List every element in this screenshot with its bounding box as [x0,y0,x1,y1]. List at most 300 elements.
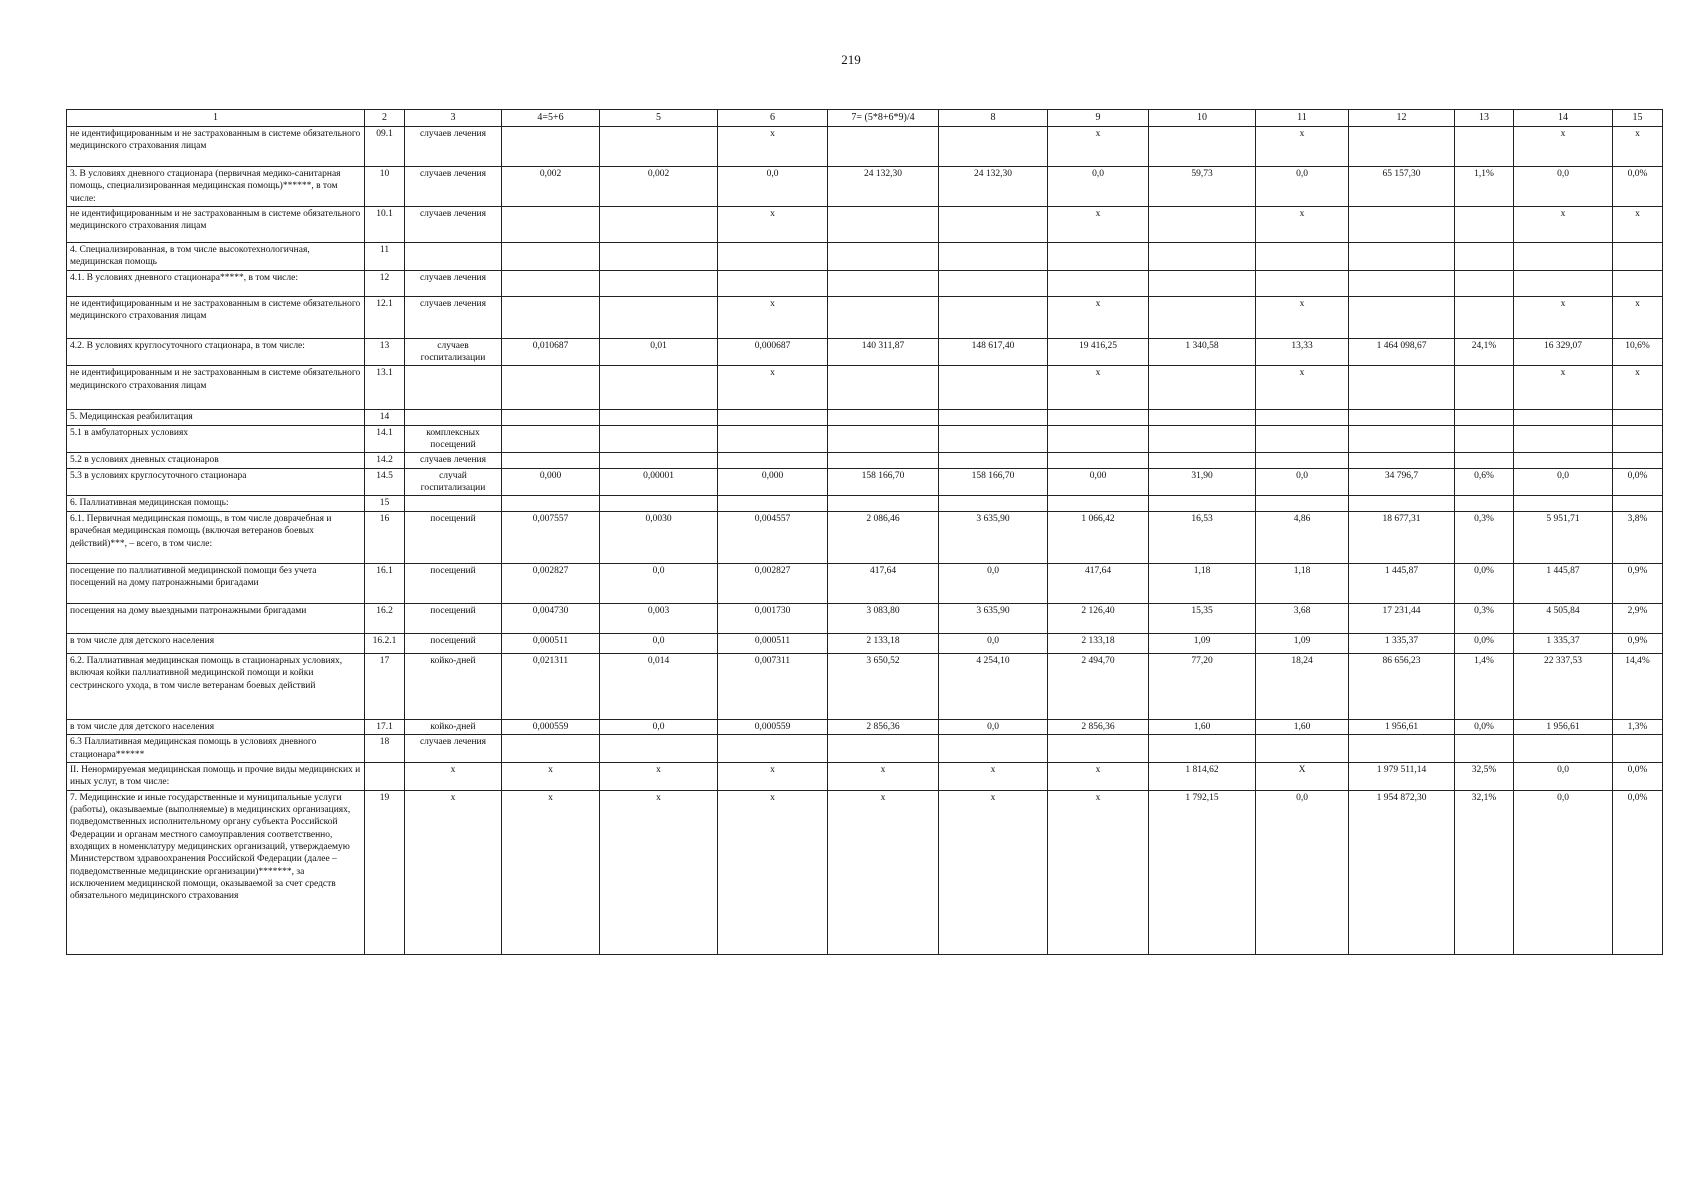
table-cell [600,496,718,511]
table-cell: 0,0 [939,719,1048,734]
table-cell: х [718,790,828,954]
column-header: 10 [1149,110,1256,127]
table-cell: х [502,790,600,954]
row-label-cell: 3. В условиях дневного стационара (первичная медико-санитарная помощь, специализированная медицинская помощь)******, в том числе: [67,167,365,207]
row-code-cell: 14.5 [365,468,405,496]
table-cell [1455,270,1514,296]
table-cell: 0,014 [600,653,718,719]
table-cell [1455,243,1514,271]
table-row [67,127,1663,167]
table-cell [502,127,600,167]
column-header: 11 [1256,110,1349,127]
table-cell: 24 132,30 [828,167,939,207]
table-cell: 13,33 [1256,338,1349,366]
table-cell [1613,496,1663,511]
row-code-cell: 14 [365,410,405,425]
table-cell [1256,496,1349,511]
table-cell: 1,09 [1149,633,1256,653]
table-cell [1613,425,1663,453]
table-cell: 0,0% [1613,167,1663,207]
table-cell [939,496,1048,511]
table-cell [502,425,600,453]
row-code-cell: 10.1 [365,207,405,243]
table-cell: 0,01 [600,338,718,366]
table-cell: 0,0 [1514,790,1613,954]
table-cell: 0,002 [600,167,718,207]
table-cell [1514,425,1613,453]
table-cell [502,453,600,468]
table-cell [502,496,600,511]
table-cell: случай госпитализации [405,468,502,496]
table-row [67,366,1663,410]
table-cell [502,410,600,425]
table-cell: 0,0 [939,563,1048,603]
table-cell: х [939,762,1048,790]
table-cell: 0,000559 [718,719,828,734]
table-cell [1455,453,1514,468]
table-cell [405,243,502,271]
table-cell: 1,1% [1455,167,1514,207]
table-cell [502,207,600,243]
table-row [67,511,1663,563]
table-cell: 32,1% [1455,790,1514,954]
table-cell [1256,735,1349,763]
table-cell [600,270,718,296]
table-cell: х [1613,127,1663,167]
table-cell: 3 650,52 [828,653,939,719]
table-cell [1455,366,1514,410]
row-code-cell: 12.1 [365,296,405,338]
table-row [67,338,1663,366]
table-cell: 0,3% [1455,511,1514,563]
table-cell [718,425,828,453]
table-cell [1048,496,1149,511]
row-label-cell: II. Ненормируемая медицинская помощь и прочие виды медицинских и иных услуг, в том числе: [67,762,365,790]
table-cell: 1 335,37 [1349,633,1455,653]
table-cell [939,207,1048,243]
row-code-cell: 13 [365,338,405,366]
table-cell: 1 464 098,67 [1349,338,1455,366]
table-cell [718,243,828,271]
table-cell: 24,1% [1455,338,1514,366]
column-header: 3 [405,110,502,127]
table-cell: 2,9% [1613,603,1663,633]
table-cell: х [1514,366,1613,410]
table-cell: х [1514,127,1613,167]
table-cell: 3 635,90 [939,603,1048,633]
table-cell: х [1514,296,1613,338]
row-label-cell: 6.1. Первичная медицинская помощь, в том числе доврачебная и врачебная медицинская помощь (включая ветеранов боевых действий)***, – всего, в том числе: [67,511,365,563]
table-cell [1149,735,1256,763]
table-cell: 0,0 [1256,790,1349,954]
row-label-cell: 6.2. Паллиативная медицинская помощь в стационарных условиях, включая койки паллиативной медицинской помощи и койки сестринского ухода, в том числе ветеранам боевых действий [67,653,365,719]
table-cell: 4,86 [1256,511,1349,563]
table-cell [1256,270,1349,296]
table-cell [828,453,939,468]
row-label-cell: 4.2. В условиях круглосуточного стационара, в том числе: [67,338,365,366]
table-cell: 0,002827 [502,563,600,603]
table-cell: 0,00 [1048,468,1149,496]
table-cell [939,270,1048,296]
table-cell [1048,243,1149,271]
table-cell: 17 231,44 [1349,603,1455,633]
table-cell: 2 494,70 [1048,653,1149,719]
table-cell [1349,127,1455,167]
table-cell: 0,021311 [502,653,600,719]
table-cell [828,410,939,425]
column-header: 12 [1349,110,1455,127]
table-cell: х [1256,296,1349,338]
row-label-cell: 6. Паллиативная медицинская помощь: [67,496,365,511]
table-cell: случаев лечения [405,127,502,167]
table-cell [828,207,939,243]
row-code-cell: 15 [365,496,405,511]
row-label-cell: 7. Медицинские и иные государственные и муниципальные услуги (работы), оказываемые (выполняемые) в медицинских организациях, подведомственных исполнительному органу субъекта Российской Федерации и органам местного самоуправления соответственно, входящих в номенклатуру медицинских организаций, утверждаемую Министерством здравоохранения Российской Федерации (далее – подведомственные медицинские организации)*******, за исключением медицинской помощи, оказываемой за счет средств обязательного медицинского страхования [67,790,365,954]
table-cell: 3,8% [1613,511,1663,563]
table-cell: 0,0 [1048,167,1149,207]
table-cell: 1,09 [1256,633,1349,653]
row-label-cell: 5. Медицинская реабилитация [67,410,365,425]
table-cell: 0,002827 [718,563,828,603]
table-cell: 19 416,25 [1048,338,1149,366]
table-cell: 2 133,18 [1048,633,1149,653]
row-label-cell: посещение по паллиативной медицинской помощи без учета посещений на дому патронажными бригадами [67,563,365,603]
table-cell: 148 617,40 [939,338,1048,366]
table-cell [939,366,1048,410]
table-cell: 2 086,46 [828,511,939,563]
table-cell [502,243,600,271]
table-cell [502,296,600,338]
table-cell: 0,0030 [600,511,718,563]
data-table [66,109,1663,955]
table-cell [405,410,502,425]
table-cell: 0,000 [502,468,600,496]
table-cell: 18 677,31 [1349,511,1455,563]
row-label-cell: 5.2 в условиях дневных стационаров [67,453,365,468]
row-label-cell: не идентифицированным и не застрахованным в системе обязательного медицинского страхования лицам [67,127,365,167]
row-code-cell: 18 [365,735,405,763]
table-cell [1256,243,1349,271]
table-cell: 0,003 [600,603,718,633]
table-cell: 0,000511 [718,633,828,653]
table-cell [1613,270,1663,296]
column-header: 1 [67,110,365,127]
table-cell [1048,270,1149,296]
table-cell: х [1613,366,1663,410]
table-cell [1149,296,1256,338]
table-cell: случаев лечения [405,270,502,296]
column-header: 4=5+6 [502,110,600,127]
table-cell: 1,18 [1256,563,1349,603]
table-cell: 158 166,70 [939,468,1048,496]
page-number: 219 [841,52,861,67]
table-cell: х [939,790,1048,954]
table-cell [939,243,1048,271]
table-cell [1349,366,1455,410]
table-cell: комплексных посещений [405,425,502,453]
table-cell: 1 335,37 [1514,633,1613,653]
table-cell: 59,73 [1149,167,1256,207]
table-cell [405,366,502,410]
table-row [67,207,1663,243]
table-cell: 0,9% [1613,633,1663,653]
table-cell [600,207,718,243]
table-cell: 1 066,42 [1048,511,1149,563]
table-cell [1256,410,1349,425]
row-label-cell: 5.1 в амбулаторных условиях [67,425,365,453]
row-code-cell: 16.1 [365,563,405,603]
table-cell [1455,410,1514,425]
table-cell: 15,35 [1149,603,1256,633]
table-cell: 0,0 [1514,762,1613,790]
table-cell: 65 157,30 [1349,167,1455,207]
table-cell [502,270,600,296]
table-cell: х [405,790,502,954]
table-cell: х [502,762,600,790]
table-row [67,735,1663,763]
table-cell: 0,0 [1514,167,1613,207]
table-cell [1048,453,1149,468]
table-cell: 2 126,40 [1048,603,1149,633]
table-cell: 24 132,30 [939,167,1048,207]
table-cell: 0,004557 [718,511,828,563]
table-cell: 1,60 [1149,719,1256,734]
row-code-cell: 19 [365,790,405,954]
table-cell: случаев лечения [405,296,502,338]
table-cell [1349,425,1455,453]
table-cell [1455,207,1514,243]
table-cell: 2 133,18 [828,633,939,653]
table-cell [828,270,939,296]
table-cell: 0,0% [1455,633,1514,653]
table-cell: 1 814,62 [1149,762,1256,790]
table-row [67,496,1663,511]
table-row [67,243,1663,271]
table-cell: 0,0 [1256,167,1349,207]
table-cell [1514,410,1613,425]
table-cell: 1 792,15 [1149,790,1256,954]
table-cell: х [828,790,939,954]
table-row [67,563,1663,603]
table-cell: 1 445,87 [1514,563,1613,603]
table-cell: 4 505,84 [1514,603,1613,633]
row-label-cell: не идентифицированным и не застрахованным в системе обязательного медицинского страхования лицам [67,207,365,243]
column-header: 5 [600,110,718,127]
column-header: 7= (5*8+6*9)/4 [828,110,939,127]
table-cell: х [718,127,828,167]
table-cell: х [1048,296,1149,338]
table-cell [1514,243,1613,271]
table-cell: 0,0% [1455,719,1514,734]
table-cell [1256,453,1349,468]
table-cell [1048,735,1149,763]
table-cell: 1 340,58 [1149,338,1256,366]
table-cell: 1,60 [1256,719,1349,734]
column-header: 8 [939,110,1048,127]
table-cell: 18,24 [1256,653,1349,719]
table-cell [1349,207,1455,243]
table-cell: 32,5% [1455,762,1514,790]
table-cell [600,410,718,425]
table-cell: посещений [405,633,502,653]
row-code-cell: 09.1 [365,127,405,167]
table-cell [1149,410,1256,425]
table-cell: 1,4% [1455,653,1514,719]
table-cell: х [1256,127,1349,167]
table-cell: 0,0% [1613,790,1663,954]
table-row [67,425,1663,453]
table-cell: 0,0% [1455,563,1514,603]
table-cell: 4 254,10 [939,653,1048,719]
table-cell: 0,0 [600,563,718,603]
table-cell: 0,0 [600,633,718,653]
table-cell: 0,0 [718,167,828,207]
table-cell [939,453,1048,468]
table-cell [1349,270,1455,296]
table-cell: х [718,207,828,243]
table-cell [1349,453,1455,468]
table-cell [828,296,939,338]
table-cell [939,410,1048,425]
table-cell [828,366,939,410]
table-cell: х [1048,366,1149,410]
row-code-cell: 10 [365,167,405,207]
table-cell [1149,366,1256,410]
table-cell: 1,18 [1149,563,1256,603]
table-cell [1149,127,1256,167]
table-cell [1455,296,1514,338]
table-cell [1455,496,1514,511]
row-label-cell: в том числе для детского населения [67,719,365,734]
table-cell: случаев лечения [405,167,502,207]
table-row [67,270,1663,296]
table-cell: 417,64 [828,563,939,603]
table-cell: 14,4% [1613,653,1663,719]
table-cell [600,735,718,763]
table-cell: х [405,762,502,790]
table-cell: случаев лечения [405,735,502,763]
table-cell: 1 956,61 [1514,719,1613,734]
table-cell: 0,0 [1256,468,1349,496]
row-label-cell: 4.1. В условиях дневного стационара*****, в том числе: [67,270,365,296]
table-cell [1149,270,1256,296]
table-cell: 0,00001 [600,468,718,496]
table-cell: посещений [405,603,502,633]
table-cell [600,366,718,410]
table-cell [828,735,939,763]
table-cell: х [1256,207,1349,243]
table-cell [828,425,939,453]
table-row [67,296,1663,338]
table-cell: 0,0% [1613,762,1663,790]
table-row [67,468,1663,496]
table-cell: 3 635,90 [939,511,1048,563]
table-cell: 10,6% [1613,338,1663,366]
table-cell: 1,3% [1613,719,1663,734]
table-row [67,790,1663,954]
table-cell [600,296,718,338]
table-cell [405,496,502,511]
table-cell: 2 856,36 [828,719,939,734]
table-cell: х [828,762,939,790]
table-cell [1149,453,1256,468]
table-cell: случаев лечения [405,207,502,243]
table-cell: х [718,762,828,790]
table-cell: 34 796,7 [1349,468,1455,496]
table-cell: 16,53 [1149,511,1256,563]
row-label-cell: не идентифицированным и не застрахованным в системе обязательного медицинского страхования лицам [67,296,365,338]
table-cell: х [600,762,718,790]
table-cell [1349,496,1455,511]
row-label-cell: 5.3 в условиях круглосуточного стационара [67,468,365,496]
table-cell [939,296,1048,338]
column-header: 2 [365,110,405,127]
table-cell: посещений [405,511,502,563]
table-cell [502,735,600,763]
row-label-cell: не идентифицированным и не застрахованным в системе обязательного медицинского страхования лицам [67,366,365,410]
column-header: 13 [1455,110,1514,127]
table-cell: 31,90 [1149,468,1256,496]
table-cell [828,243,939,271]
table-cell: 0,000687 [718,338,828,366]
row-code-cell: 16.2 [365,603,405,633]
table-cell: 0,010687 [502,338,600,366]
table-row [67,410,1663,425]
table-cell [718,496,828,511]
table-cell [1455,425,1514,453]
table-cell [1149,425,1256,453]
table-cell [828,127,939,167]
table-cell: 77,20 [1149,653,1256,719]
table-body [67,127,1663,955]
table-cell: х [1613,296,1663,338]
table-cell: х [600,790,718,954]
table-cell [939,735,1048,763]
row-code-cell: 17 [365,653,405,719]
table-cell: 1 954 872,30 [1349,790,1455,954]
table-cell [1514,270,1613,296]
table-cell: х [1048,762,1149,790]
table-cell: Х [1256,762,1349,790]
table-cell: 0,0 [600,719,718,734]
table-cell [1613,410,1663,425]
table-cell: 2 856,36 [1048,719,1149,734]
table-cell [1149,207,1256,243]
row-code-cell: 14.2 [365,453,405,468]
table-cell [1349,296,1455,338]
table-cell: 0,004730 [502,603,600,633]
table-cell: 0,007557 [502,511,600,563]
row-code-cell: 16 [365,511,405,563]
table-cell [1149,243,1256,271]
table-cell: 158 166,70 [828,468,939,496]
table-cell: 0,000559 [502,719,600,734]
table-cell [718,453,828,468]
row-label-cell: 6.3 Паллиативная медицинская помощь в условиях дневного стационара****** [67,735,365,763]
table-cell [718,410,828,425]
row-label-cell: посещения на дому выездными патронажными бригадами [67,603,365,633]
table-cell [718,735,828,763]
table-cell: 417,64 [1048,563,1149,603]
table-cell: 0,3% [1455,603,1514,633]
table-cell [718,270,828,296]
table-cell: 0,9% [1613,563,1663,603]
column-header: 6 [718,110,828,127]
table-cell [600,453,718,468]
table-cell [939,425,1048,453]
row-code-cell [365,762,405,790]
table-cell: случаев лечения [405,453,502,468]
